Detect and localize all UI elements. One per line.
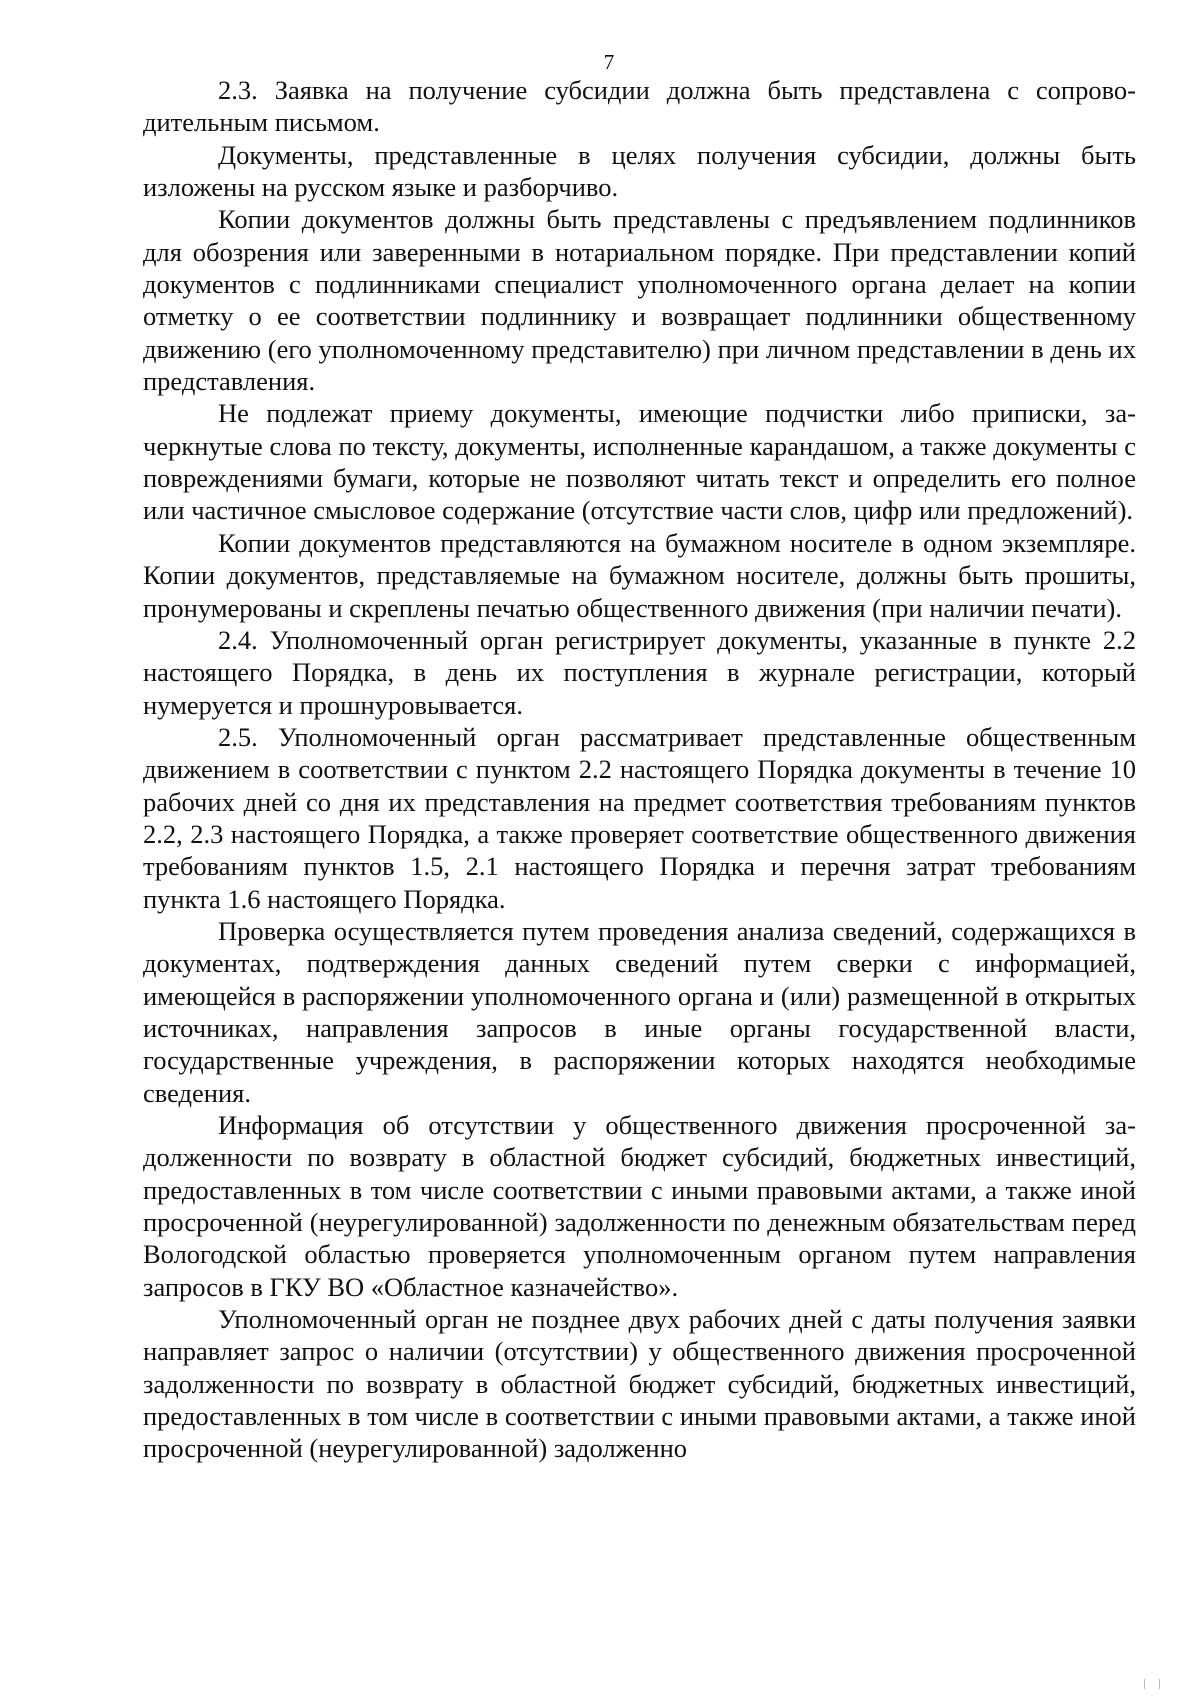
paragraph-2-3: 2.3. Заявка на получение субсидии должна быть представлена с сопроводительным письмом. [143,75,1136,138]
paragraph-language: Документы, представленные в целях получения субсидии, должны быть изложены на русском языке и разборчиво. [143,139,1136,203]
document-body [143,74,1136,1465]
paragraph-request: Уполномоченный орган не позднее двух рабочих дней с даты получения заявки направляет запрос о наличии (отсутствии) у общественного движения просроченной задолженности по возврату в областной бюджет субсидий, бюджетных инвестиций, предоставленных в том числе в соответствии с иными правовыми актами, а также иной просроченной (неурегулированной) задолженно [143,1304,1136,1464]
paragraph-copies-originals: Копии документов должны быть представлены с предъявлением подлинников для обозрения или заверенными в нотариальном порядке. При представлении копий документов с подлинниками специалист уполномоченного органа делает на копии отметку о ее соответствии подлиннику и возвращает подлинники общественному движению (его уполномоченному представителю) при личном представлении в день их представления. [143,204,1136,397]
paragraph-debt-information: Информация об отсутствии у общественного движения просроченной задолженности по возврату в областной бюджет субсидий, бюджетных инвестиций, предоставленных в том числе соответствии с иными правовыми актами, а также иной просроченной (неурегулированной) задолженности по денежным обязательствам перед Вологодской областью проверяется уполномоченным органом путем направления запросов в ГКУ ВО «Областное казначейство». [143,1110,1136,1302]
scan-mark [1144,1679,1160,1689]
paragraph-rejected-documents: Не подлежат приему документы, имеющие подчистки либо приписки, зачеркнутые слова по тексту, документы, исполненные карандашом, а также документы с повреждениями бумаги, которые не позволяют читать текст и определить его полное или частичное смысловое содержание (отсутствие части слов, цифр или предложений). [143,398,1136,526]
paragraph-2-5: 2.5. Уполномоченный орган рассматривает представленные общественным движением в соответствии с пунктом 2.2 настоящего Порядка документы в течение 10 рабочих дней со дня их представления на предмет соответствия требованиям пунктов 2.2, 2.3 настоящего Порядка, а также проверяет соответствие общественного движения требованиям пунктов 1.5, 2.1 настоящего Порядка и перечня затрат требованиям пункта 1.6 настоящего Порядка. [143,721,1136,914]
paragraph-paper-copies: Копии документов представляются на бумажном носителе в одном экземпляре. Копии документов, представляемые на бумажном носителе, должны быть прошиты, пронумерованы и скреплены печатью общественного движения (при наличии печати). [143,527,1136,623]
paragraph-2-4: 2.4. Уполномоченный орган регистрирует документы, указанные в пункте 2.2 настоящего Порядка, в день их поступления в журнале регистрации, который нумеруется и прошнуровывается. [143,624,1136,720]
paragraph-verification: Проверка осуществляется путем проведения анализа сведений, содержащихся в документах, подтверждения данных сведений путем сверки с информацией, имеющейся в распоряжении уполномоченного органа и (или) размещенной в открытых источниках, направления запросов в иные органы государственной власти, государственные учреждения, в распоряжении которых находятся необходимые сведения. [143,915,1136,1108]
page-number: 7 [603,50,615,74]
